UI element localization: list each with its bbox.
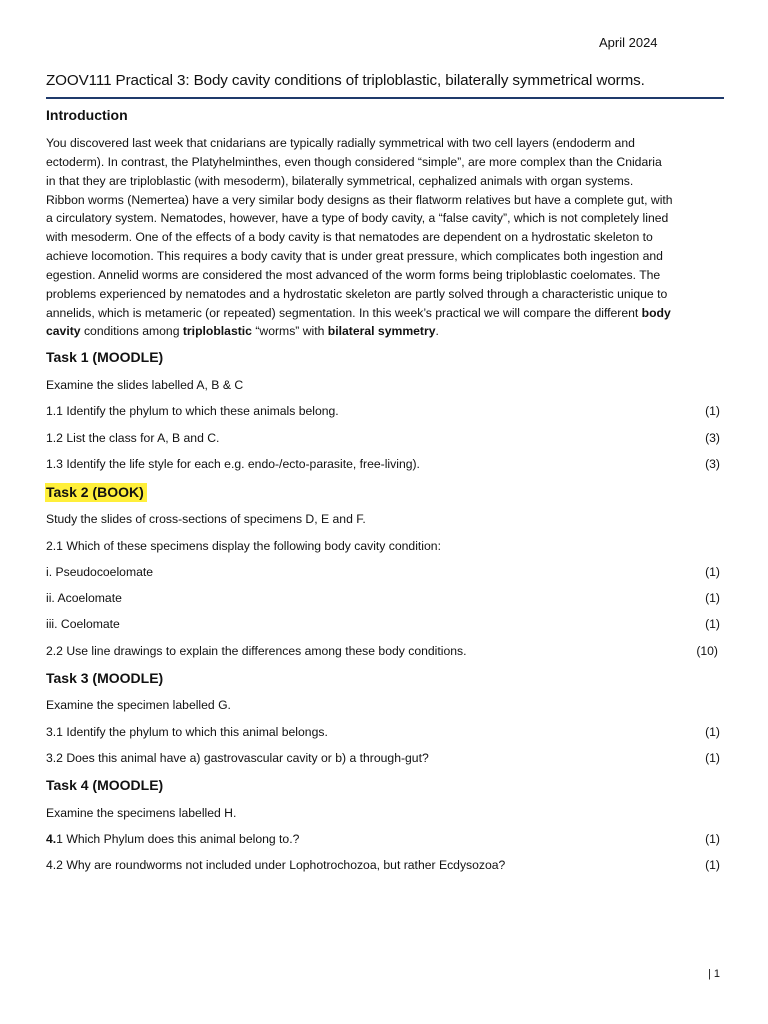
intro-line: egestion. Annelid worms are considered the most advanced of the worm forms being triploblastic coelomates. The xyxy=(46,267,661,282)
intro-heading: Introduction xyxy=(46,107,128,123)
bold-body: body xyxy=(641,305,671,320)
question-4-1-number: 4. xyxy=(46,832,57,846)
task-4-heading: Task 4 (MOODLE) xyxy=(46,777,164,793)
bold-cavity: cavity xyxy=(46,324,81,339)
option-i-mark: (1) xyxy=(705,565,720,579)
intro-text: . xyxy=(435,324,439,339)
document-title: ZOOV111 Practical 3: Body cavity conditions of triploblastic, bilaterally symmetrical worms. xyxy=(46,72,645,89)
task-1-heading: Task 1 (MOODLE) xyxy=(46,349,164,365)
question-1-1: 1.1 Identify the phylum to which these animals belong. xyxy=(46,404,339,418)
question-3-1-mark: (1) xyxy=(705,725,720,739)
intro-line: You discovered last week that cnidarians are typically radially symmetrical with two cell layers (endoderm and xyxy=(46,136,635,150)
intro-line xyxy=(46,322,724,341)
question-1-2-mark: (3) xyxy=(705,431,720,445)
intro-line-text: annelids, which is metameric (or repeated) segmentation. In this week’s practical we will compare the different xyxy=(46,305,642,320)
task-2-instruction: Study the slides of cross-sections of specimens D, E and F. xyxy=(46,512,366,526)
task-1-instruction: Examine the slides labelled A, B & C xyxy=(46,378,244,392)
intro-text: conditions among xyxy=(80,324,183,339)
option-iii: iii. Coelomate xyxy=(46,617,120,631)
question-1-2: 1.2 List the class for A, B and C. xyxy=(46,431,220,445)
question-3-1: 3.1 Identify the phylum to which this animal belongs. xyxy=(46,725,328,739)
page-number: | 1 xyxy=(707,968,720,980)
intro-text: “worms” with xyxy=(251,324,328,339)
intro-paragraph xyxy=(46,134,724,341)
document-date: April 2024 xyxy=(599,35,658,50)
task-4-instruction: Examine the specimens labelled H. xyxy=(46,806,237,820)
task-3-instruction: Examine the specimen labelled G. xyxy=(46,698,231,712)
intro-line xyxy=(46,304,724,323)
option-i: i. Pseudocoelomate xyxy=(46,565,154,579)
intro-line: a circulatory system. Nematodes, however, have a type of body cavity, a “false cavity”, which is not completely lined xyxy=(46,211,669,226)
question-1-3-mark: (3) xyxy=(705,457,720,471)
task-3-heading: Task 3 (MOODLE) xyxy=(46,670,164,686)
title-underline xyxy=(46,97,724,99)
question-2-1: 2.1 Which of these specimens display the following body cavity condition: xyxy=(46,539,441,553)
intro-line: ectoderm). In contrast, the Platyhelminthes, even though considered “simple”, are more complex than the Cnidaria xyxy=(46,154,662,169)
intro-line: in that they are triploblastic (with mesoderm), bilaterally symmetrical, cephalized animals with organ systems. xyxy=(46,173,634,188)
intro-line: achieve locomotion. This requires a body cavity that is under great pressure, which complicates both ingestion and xyxy=(46,249,663,264)
question-3-2-mark: (1) xyxy=(705,751,720,765)
bold-bilateral-symmetry: bilateral symmetry xyxy=(327,324,436,339)
question-4-2: 4.2 Why are roundworms not included under Lophotrochozoa, but rather Ecdysozoa? xyxy=(46,858,506,872)
intro-line: Ribbon worms (Nemertea) have a very similar body designs as their flatworm relatives but have a complete gut, with xyxy=(46,192,673,207)
option-ii: ii. Acoelomate xyxy=(46,591,122,605)
intro-line: problems experienced by nematodes and a hydrostatic skeleton are partly solved through a characteristic unique to xyxy=(46,286,668,301)
question-4-2-mark: (1) xyxy=(705,858,720,872)
question-4-1-mark: (1) xyxy=(705,832,720,846)
option-iii-mark: (1) xyxy=(705,617,720,631)
intro-line: with mesoderm. One of the effects of a body cavity is that nematodes are dependent on a hydrostatic skeleton to xyxy=(46,230,653,245)
question-3-2: 3.2 Does this animal have a) gastrovascular cavity or b) a through-gut? xyxy=(46,751,429,765)
question-2-2-mark: (10) xyxy=(696,644,718,658)
option-ii-mark: (1) xyxy=(705,591,720,605)
bold-triploblastic: triploblastic xyxy=(182,324,252,339)
task-2-heading-highlight: Task 2 (BOOK) xyxy=(45,483,147,502)
question-1-1-mark: (1) xyxy=(705,404,720,418)
question-4-1 xyxy=(46,832,299,846)
question-2-2: 2.2 Use line drawings to explain the differences among these body conditions. xyxy=(46,644,467,658)
task-2-heading xyxy=(46,484,147,500)
question-4-1-text: 1 Which Phylum does this animal belong to.? xyxy=(56,832,300,846)
question-1-3: 1.3 Identify the life style for each e.g. endo-/ecto-parasite, free-living). xyxy=(46,457,420,471)
